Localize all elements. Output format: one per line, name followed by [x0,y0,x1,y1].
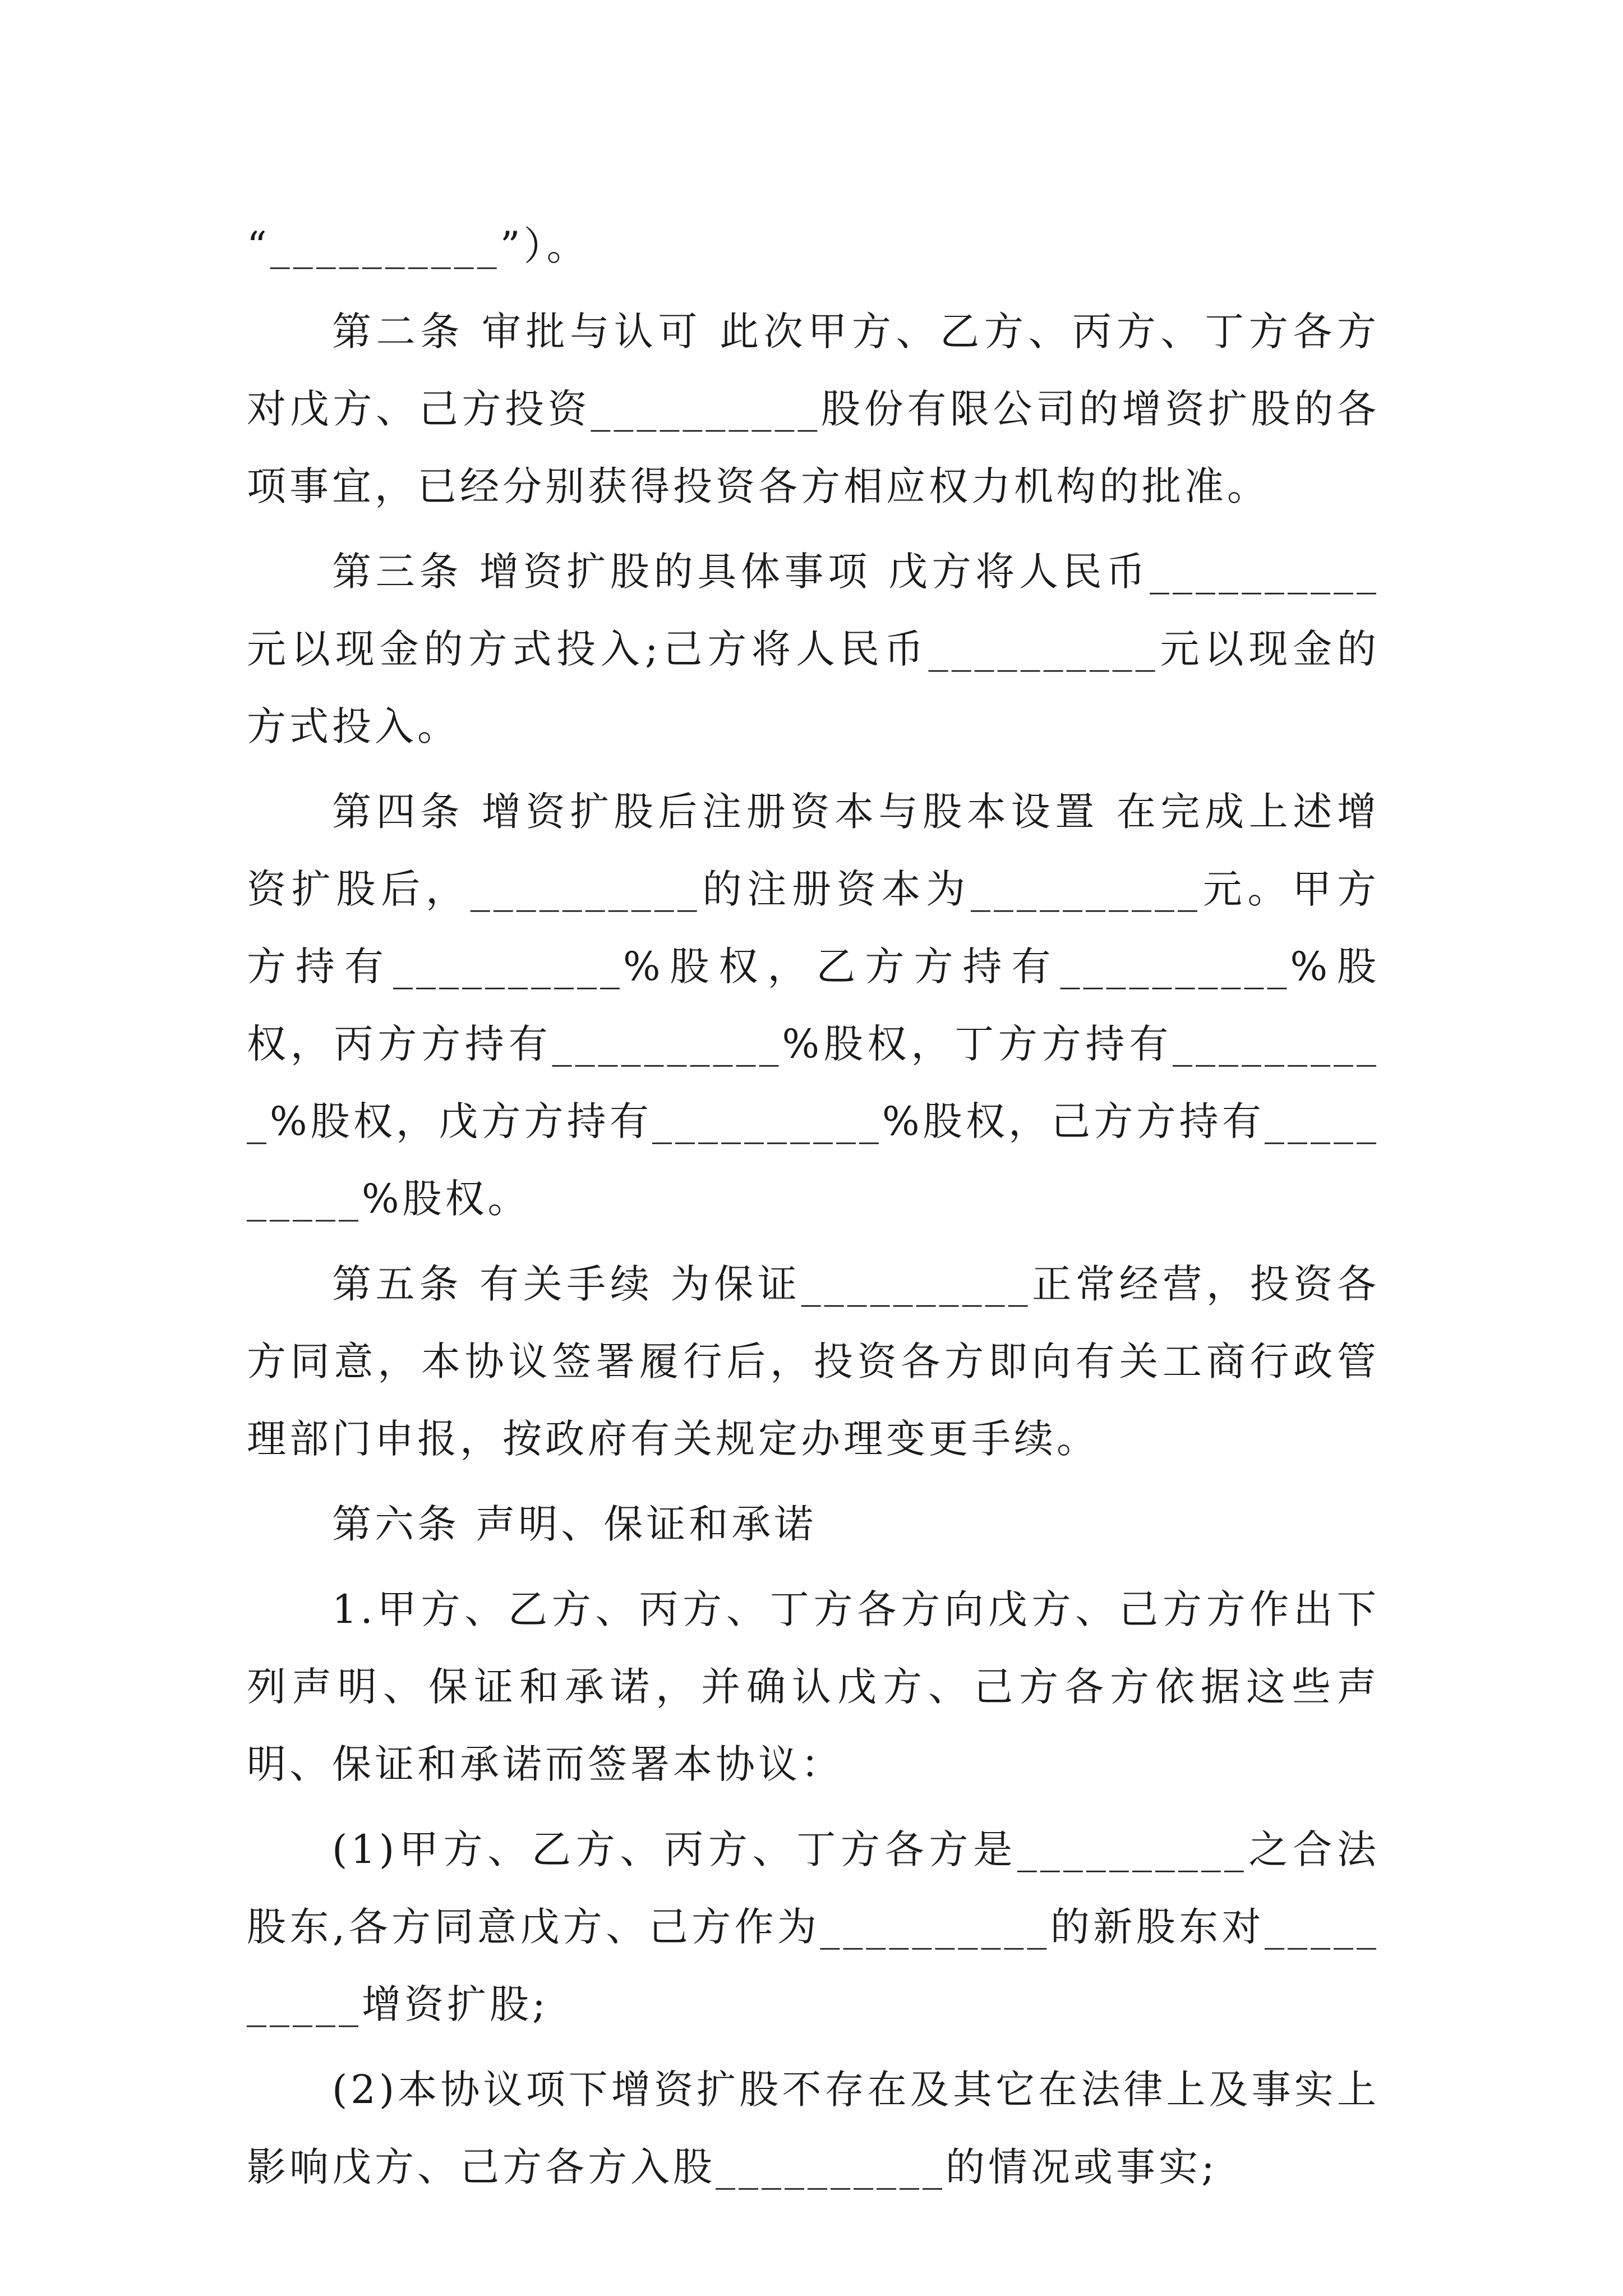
paragraph-article-2: 第二条 审批与认可 此次甲方、乙方、丙方、丁方各方对戊方、己方投资__________股份有限公司的增资扩股的各项事宜，已经分别获得投资各方相应权力机构的批准。 [247,309,1380,509]
paragraph-article-5: 第五条 有关手续 为保证__________正常经营，投资各方同意，本协议签署履行后，投资各方即向有关工商行政管理部门申报，按政府有关规定办理变更手续。 [247,1261,1380,1462]
paragraph-article-6-clause-1: 1.甲方、乙方、丙方、丁方各方向戊方、己方方作出下列声明、保证和承诺，并确认戊方、己方各方依据这些声明、保证和承诺而签署本协议： [247,1586,1380,1787]
paragraph-article-4: 第四条 增资扩股后注册资本与股本设置 在完成上述增资扩股后，__________的注册资本为__________元。甲方方持有__________%股权，乙方方持有__________%股权，丙方方持有__________%股权，丁方方持有__________%股权，戊方方持有__________%股权，己方方持有__________%股权。 [247,789,1380,1222]
document-body [247,208,1380,2206]
paragraph-article-6-item-1: (1)甲方、乙方、丙方、丁方各方是__________之合法股东,各方同意戊方、己方作为__________的新股东对__________增资扩股; [247,1826,1380,2027]
paragraph-article-3: 第三条 增资扩股的具体事项 戊方将人民币__________元以现金的方式投入;己方将人民币__________元以现金的方式投入。 [247,549,1380,749]
paragraph-article-6-heading: 第六条 声明、保证和承诺 [332,1501,817,1547]
paragraph-article-6-item-2: (2)本协议项下增资扩股不存在及其它在法律上及事实上影响戊方、己方各方入股__________的情况或事实; [247,2067,1380,2190]
paragraph-continuation: “__________”）。 [247,223,589,269]
